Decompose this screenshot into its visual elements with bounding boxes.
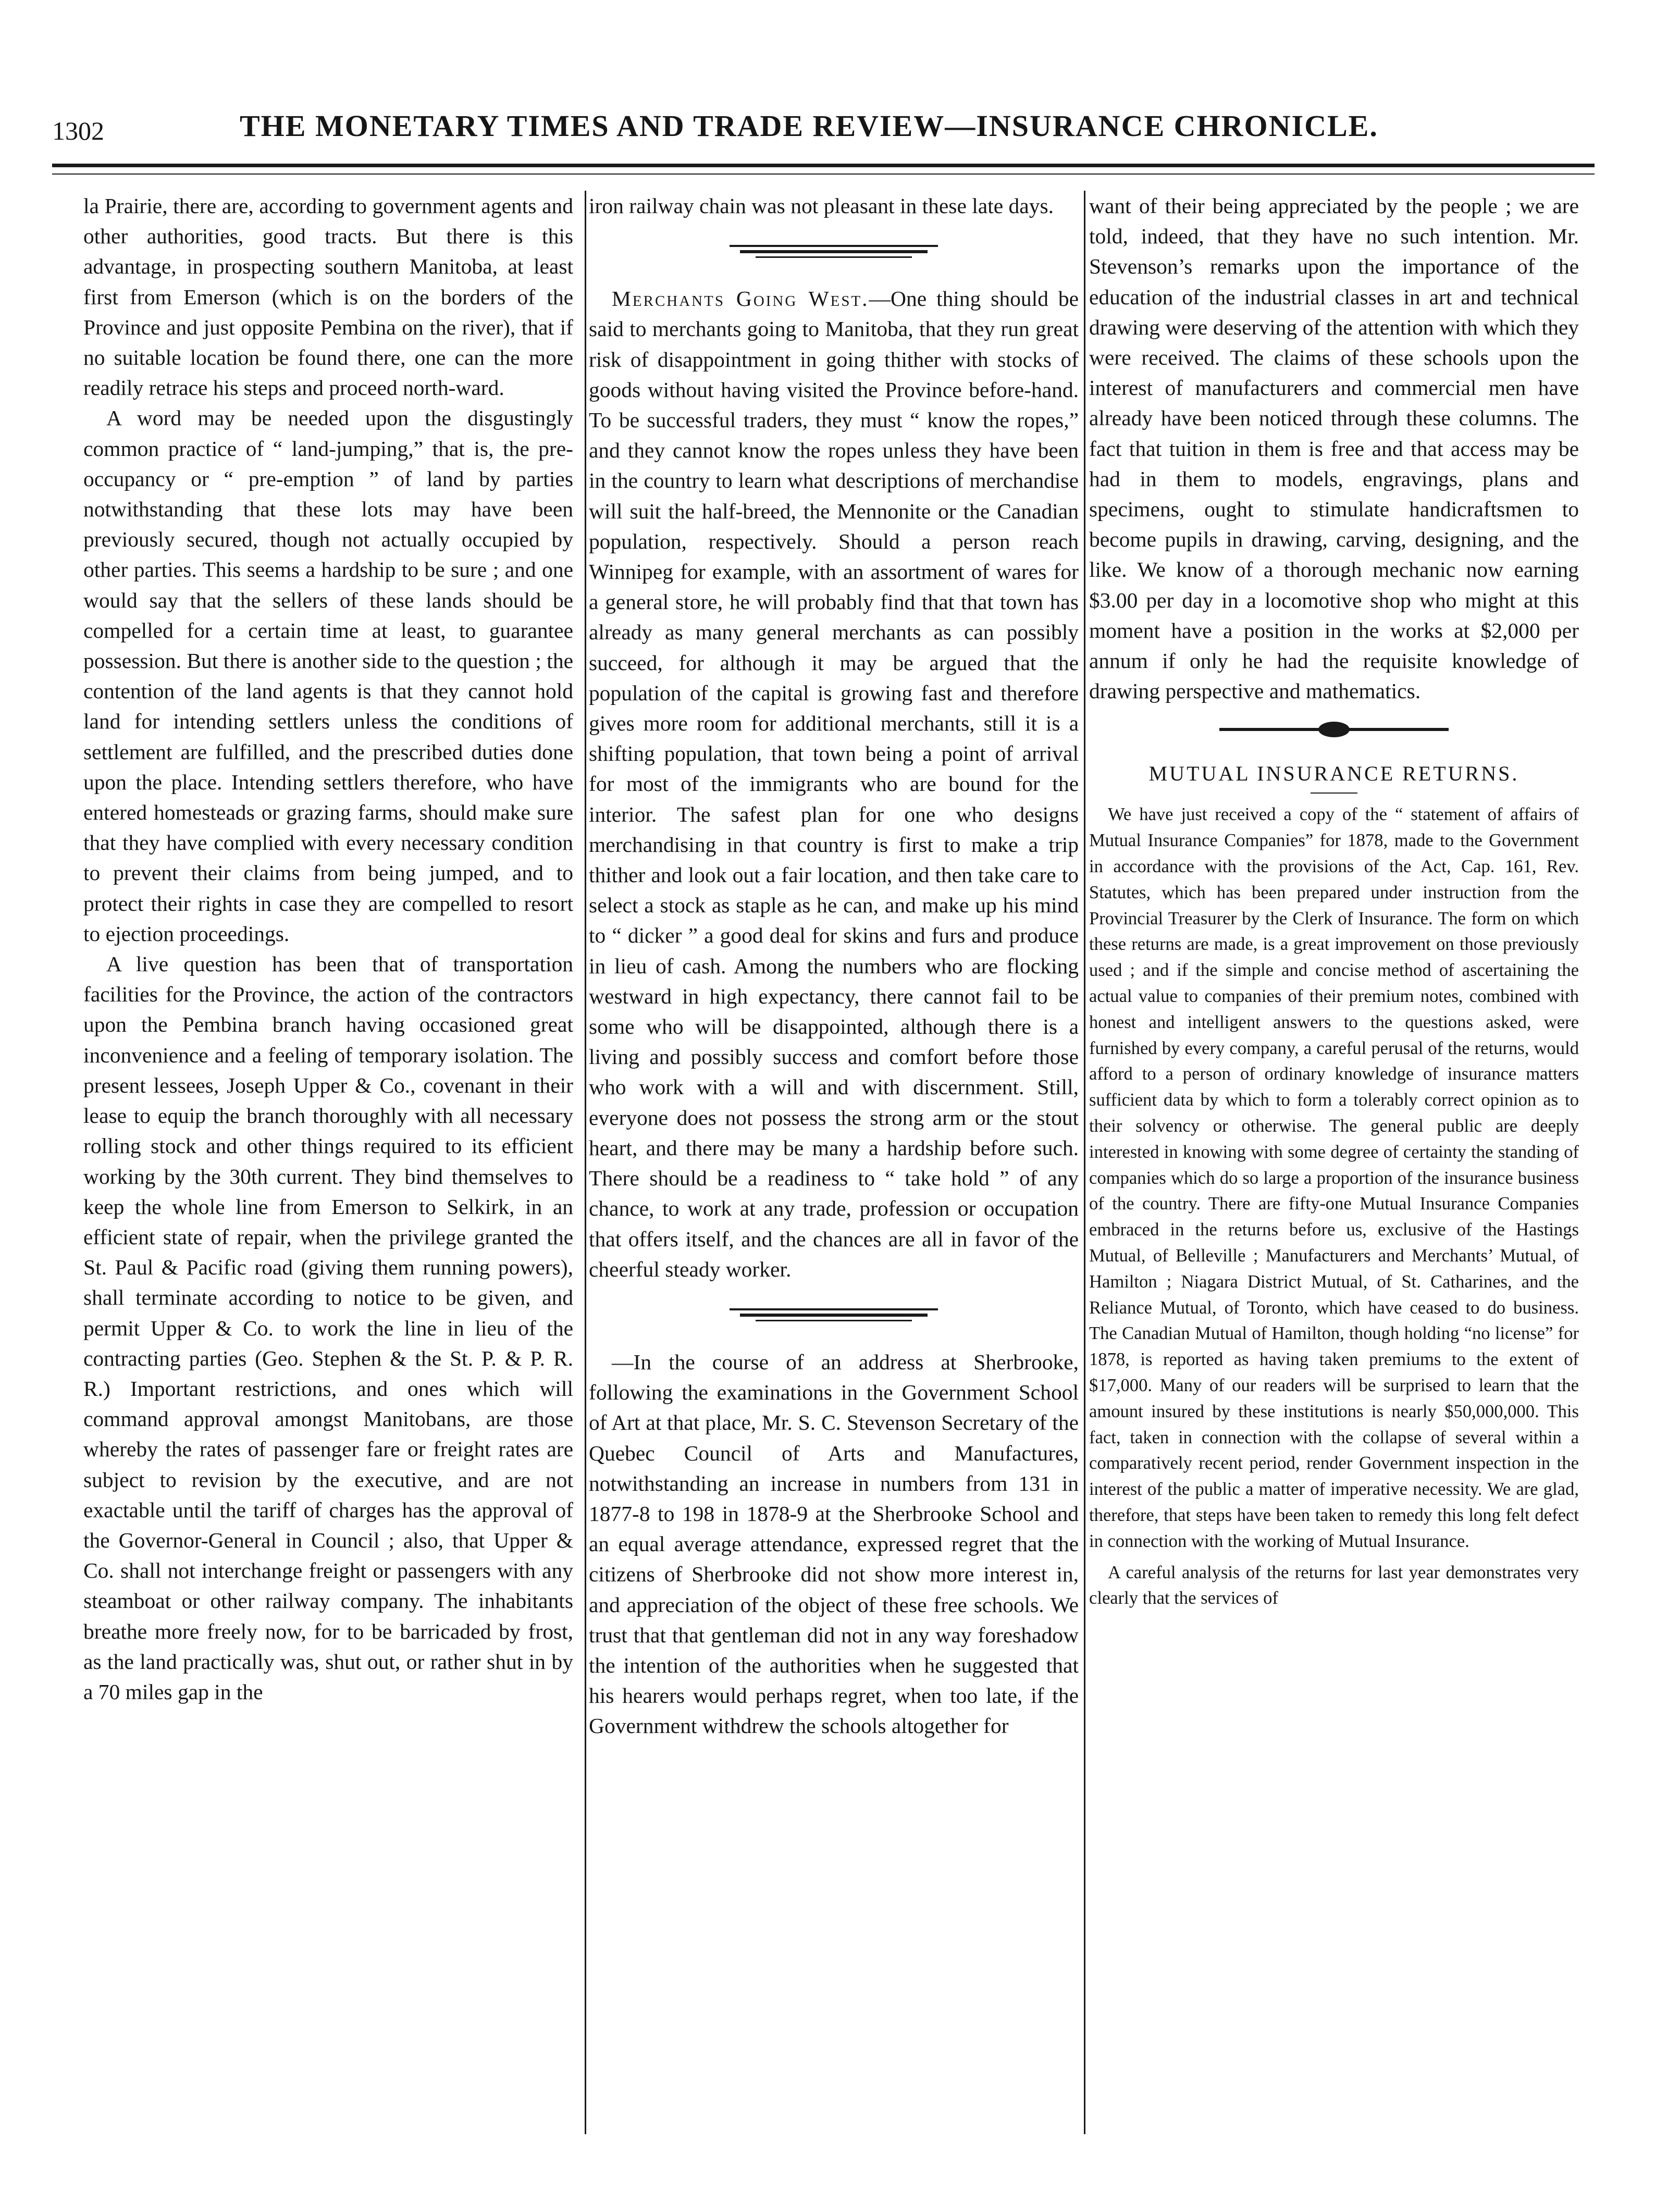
merchants-heading: Merchants Going West. <box>612 287 869 311</box>
col1-paragraph-transportation: A live question has been that of transportation facilities for the Province, the action of the contractors upon the Pembina branch having occasioned great inconvenience and a feeling of temporary isolation. The present lessees, Joseph Upper & Co., covenant in their lease to equip the branch thoroughly with all necessary rolling stock and other things required to its efficient working by the 30th current. They bind themselves to keep the whole line from Emerson to Selkirk, in an efficient state of repair, when the privilege granted the St. Paul & Pacific road (giving them running powers), shall terminate according to notice to be given, and permit Upper & Co. to work the line in lieu of the contracting parties (Geo. Stephen & the St. P. & P. R. R.) Important restrictions, and ones which will command approval amongst Manitobans, are those whereby the rates of passenger fare or freight rates are subject to revision by the executive, and are not exactable until the tariff of charges has the approval of the Governor-General in Council ; also, that Upper & Co. shall not interchange freight or passengers with any steamboat or other railway company. The inhabitants breathe more freely now, for to be barricaded by frost, as the land practically was, shut out, or rather shut in by a 70 miles gap in the <box>83 952 573 1704</box>
column-2 <box>589 191 1079 1741</box>
column-rule-1 <box>585 191 586 2134</box>
header-rule-thick <box>52 164 1595 167</box>
col1-paragraph-1: la Prairie, there are, according to government agents and other authorities, good tracts. But there is this advantage, in prospecting southern Manitoba, at least first from Emerson (which is on the borders of the Province and just opposite Pembina on the river), that if no suitable location be found there, one can the more readily retrace his steps and proceed north-ward. <box>83 194 573 400</box>
section-divider <box>589 221 1079 283</box>
column-1 <box>83 191 573 1707</box>
section-title-mutual-insurance: MUTUAL INSURANCE RETURNS. <box>1148 762 1520 786</box>
col1-paragraph-land-jumping: A word may be needed upon the disgustingly common practice of “ land-jumping,” that is, the pre-occupancy or “ pre-emption ” of land by parties notwithstanding that these lots may have been previously secured, though not actually occupied by other parties. This seems a hardship to be sure ; and one would say that the sellers of these lands should be compelled for a certain time at least, to guarantee possession. But there is another side to the question ; the contention of the land agents is that they cannot hold land for intending settlers unless the conditions of settlement are fulfilled, and the prescribed duties done upon the place. Intending settlers therefore, who have entered homesteads or grazing farms, should make sure that they have complied with every necessary condition to prevent their claims from being jumped, and to protect their rights in case they are compelled to resort to ejection proceedings. <box>83 406 573 946</box>
col2-paragraph-merchants <box>589 283 1079 1284</box>
col2-paragraph-1: iron railway chain was not pleasant in these late days. <box>589 194 1054 218</box>
col3-paragraph-1: want of their being appreciated by the people ; we are told, indeed, that they have no such intention. Mr. Stevenson’s remarks upon the importance of the education of the industrial classes in art and technical drawing were deserving of the attention with which they were received. The claims of these schools upon the interest of manufacturers and commercial men have already have been noticed through these columns. The fact that tuition in them is free and that access may be had in them to models, engravings, plans and specimens, ought to stimulate handicraftsmen to become pupils in drawing, carving, designing, and the like. We know of a thorough mechanic now earning $3.00 per day in a locomotive shop who might at this moment have a position in the works at $2,000 per annum if only he had the requisite knowledge of drawing perspective and mathematics. <box>1089 194 1579 703</box>
col2-paragraph-sherbrooke: —In the course of an address at Sherbrooke, following the examinations in the Government School of Art at that place, Mr. S. C. Stevenson Secretary of the Quebec Council of Arts and Manufactures, notwithstanding an increase in numbers from 131 in 1877-8 to 198 in 1878-9 at the Sherbrooke School and an equal average attendance, expressed regret that the citizens of Sherbrooke did not show more interest in, and appreciation of the object of these free schools. We trust that that gentleman did not in any way foreshadow the intention of the authorities when he suggested that his hearers would perhaps regret, when too late, if the Government withdrew the schools altogether for <box>589 1349 1079 1738</box>
mutual-insurance-article <box>1089 802 1579 1612</box>
column-rule-2 <box>1084 191 1085 2134</box>
page-number: 1302 <box>52 116 104 145</box>
running-title: THE MONETARY TIMES AND TRADE REVIEW—INSURANCE CHRONICLE. <box>240 109 1378 143</box>
col3-paragraph-3: A careful analysis of the returns for last year demonstrates very clearly that the services of <box>1089 1562 1579 1608</box>
header-rule-thin <box>52 174 1595 175</box>
merchants-body: —One thing should be said to merchants going to Manitoba, that they run great risk of disappointment in going thither with stocks of goods without having visited the Province before-hand. To be successful traders, they must “ know the ropes,” and they cannot know the ropes unless they have been in the country to learn what descriptions of merchandise will suit the half-breed, the Mennonite or the Canadian population, respectively. Should a person reach Winnipeg for example, with an assortment of wares for a general store, he will probably find that that town has already as many general merchants as can possibly succeed, for although it may be argued that the population of the capital is growing fast and therefore gives more room for additional merchants, still it is a shifting population, that town being a point of arrival for most of the immigrants who are bound for the interior. The safest plan for one who designs merchandising in that country is first to make a trip thither and look out a fair location, and then take care to select a stock as staple as he can, and make up his mind to “ dicker ” a good deal for skins and furs and produce in lieu of cash. Among the numbers who are flocking westward in high expectancy, there cannot fail to be some who will be disappointed, although there is a living and possibly success and comfort before those who work with a will and with discernment. Still, everyone does not possess the strong arm or the stout heart, and there may be many a hardship before such. There should be a readiness to “ take hold ” of any chance, to work at any trade, profession or occupation that offers itself, and the chances are all in favor of the cheerful steady worker. <box>589 287 1079 1281</box>
section-ornament <box>1089 706 1579 758</box>
title-underline <box>1311 793 1357 794</box>
page-header <box>52 108 1595 155</box>
column-3 <box>1089 191 1579 1612</box>
section-divider <box>589 1284 1079 1347</box>
col3-paragraph-2: We have just received a copy of the “ statement of affairs of Mutual Insurance Companies” for 1878, made to the Government in accordance with the provisions of the Act, Cap. 161, Rev. Statutes, which has been prepared under instruction from the Provincial Treasurer by the Clerk of Insurance. The form on which these returns are made, is a great improvement on those previously used ; and if the simple and concise method of ascertaining the actual value to companies of their premium notes, combined with honest and intelligent answers to the questions asked, were furnished by every company, a careful perusal of the returns, would afford to a person of ordinary knowledge of insurance matters sufficient data by which to form a tolerably correct opinion as to their solvency or otherwise. The general public are deeply interested in knowing with some degree of certainty the standing of companies which do so large a proportion of the insurance business of the country. There are fifty-one Mutual Insurance Companies embraced in the returns before us, exclusive of the Hastings Mutual, of Belleville ; Manufacturers and Merchants’ Mutual, of Hamilton ; Niagara District Mutual, of St. Catharines, and the Reliance Mutual, of Toronto, which have ceased to do business. The Canadian Mutual of Hamilton, though holding “no license” for 1878, is reported as having taken premiums to the extent of $17,000. Many of our readers will be surprised to learn that the amount insured by these institutions is nearly $50,000,000. This fact, taken in connection with the collapse of several within a comparatively recent period, render Government inspection in the interest of the public a matter of imperative necessity. We are glad, therefore, that steps have been taken to remedy this long felt defect in connection with the working of Mutual Insurance. <box>1089 804 1579 1551</box>
